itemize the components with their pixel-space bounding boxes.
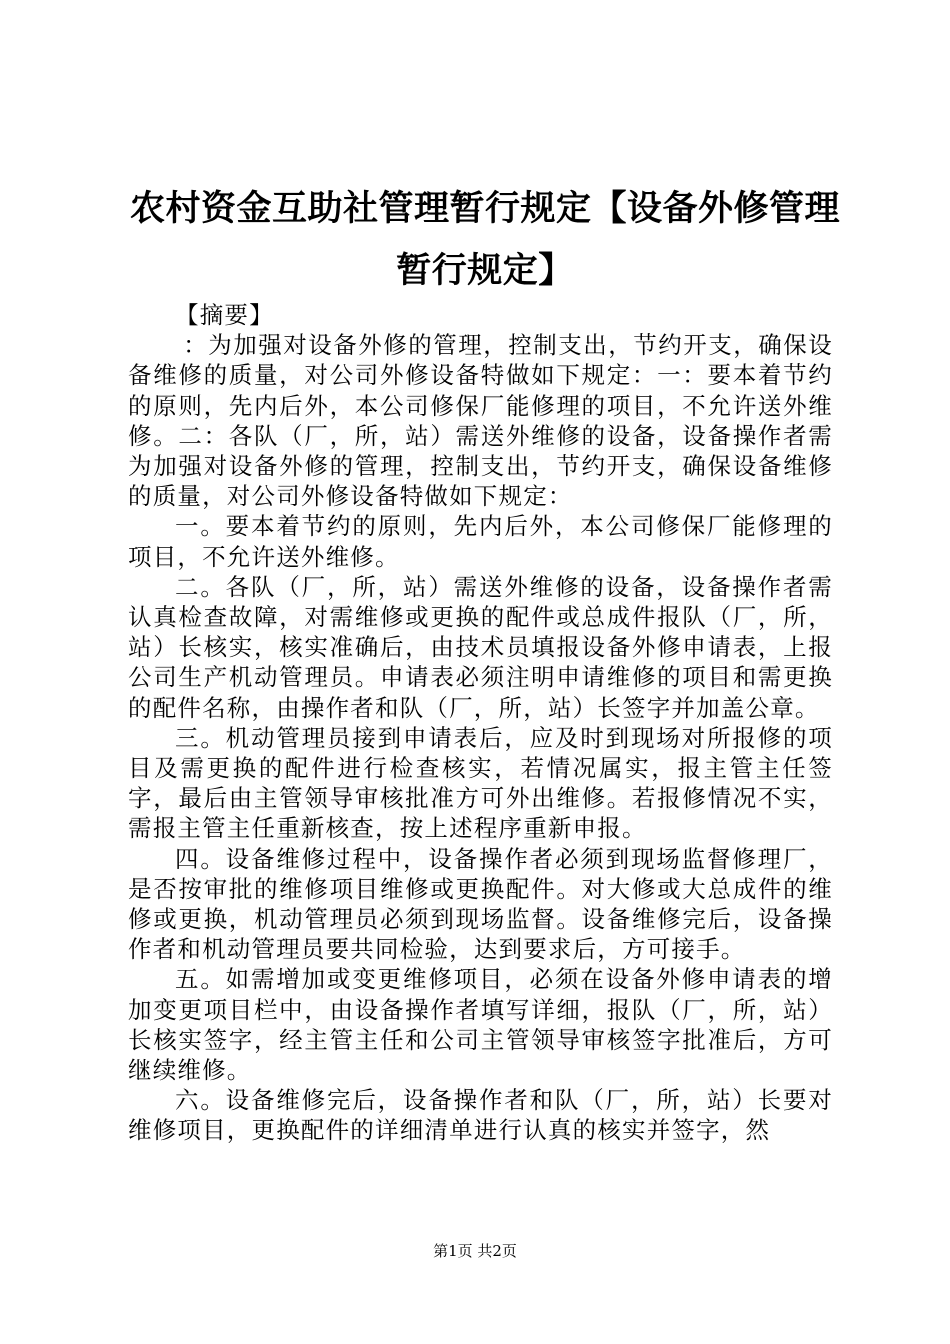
document-body <box>128 300 833 1146</box>
paragraph-abstract-label: 【摘要】 <box>175 301 274 329</box>
paragraph-rule-2: 二。各队（厂，所，站）需送外维修的设备，设备操作者需认真检查故障，对需维修或更换的配件或总成件报队（厂，所，站）长核实，核实准确后，由技术员填报设备外修申请表，上报公司生产机动管理员。申请表必须注明申请维修的项目和需更换的配件名称，由操作者和队（厂，所，站）长签字并加盖公章。 <box>128 572 833 722</box>
page-number: 第1页 共2页 <box>433 1242 517 1260</box>
paragraph-rule-1: 一。要本着节约的原则，先内后外，本公司修保厂能修理的项目，不允许送外维修。 <box>128 512 833 571</box>
paragraph-rule-3: 三。机动管理员接到申请表后，应及时到现场对所报修的项目及需更换的配件进行检查核实，若情况属实，报主管主任签字，最后由主管领导审核批准方可外出维修。若报修情况不实，需报主管主任重新核查，按上述程序重新申报。 <box>128 723 833 843</box>
paragraph-rule-5: 五。如需增加或变更维修项目，必须在设备外修申请表的增加变更项目栏中，由设备操作者填写详细，报队（厂，所，站）长核实签字，经主管主任和公司主管领导审核签字批准后，方可继续维修。 <box>128 965 833 1085</box>
paragraph-rule-4: 四。设备维修过程中，设备操作者必须到现场监督修理厂，是否按审批的维修项目维修或更换配件。对大修或大总成件的维修或更换，机动管理员必须到现场监督。设备维修完后，设备操作者和机动管理员要共同检验，达到要求后，方可接手。 <box>128 844 833 964</box>
document-title: 农村资金互助社管理暂行规定【设备外修管理暂行规定】 <box>129 189 840 291</box>
paragraph-rule-6: 六。设备维修完后，设备操作者和队（厂，所，站）长要对维修项目，更换配件的详细清单进行认真的核实并签字，然 <box>128 1086 833 1145</box>
paragraph-abstract: ：为加强对设备外修的管理，控制支出，节约开支，确保设备维修的质量，对公司外修设备特做如下规定：一：要本着节约的原则，先内后外，本公司修保厂能修理的项目，不允许送外维修。二：各队（厂，所，站）需送外维修的设备，设备操作者需为加强对设备外修的管理，控制支出，节约开支，确保设备维修的质量，对公司外修设备特做如下规定： <box>128 331 833 511</box>
